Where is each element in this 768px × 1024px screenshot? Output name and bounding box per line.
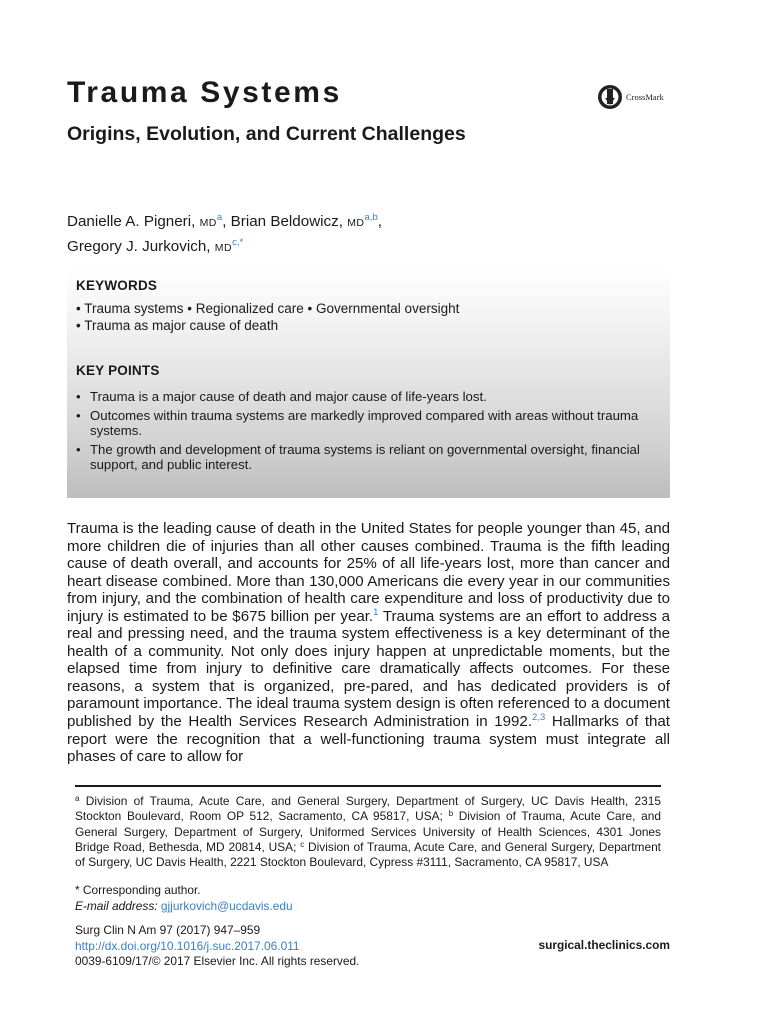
author-affiliation-mark[interactable]: c,* — [232, 237, 244, 248]
corresponding-author-note: * Corresponding author. — [75, 883, 201, 897]
article-subtitle: Origins, Evolution, and Current Challenges — [67, 123, 466, 145]
affiliations-footnote — [75, 794, 661, 870]
crossmark-icon — [597, 84, 623, 110]
affiliation-text: Division of Trauma, Acute Care, and General Surgery, Department of Surgery, UC Davis Health, 2221 Stockton Boulevard, Cypress #3111, Sacramento, CA 95817, USA — [75, 839, 661, 870]
affiliation-mark: a — [75, 794, 80, 803]
author-separator: , — [377, 213, 382, 230]
affiliation-text: Division of Trauma, Acute Care, and General Surgery, Department of Surgery, Uniformed Services University of Health Sciences, 4301 Jones Bridge Road, Bethesda, MD 20814, USA; — [75, 809, 661, 854]
key-point-item: • Trauma is a major cause of death and major cause of life-years lost. — [76, 389, 662, 405]
crossmark-badge[interactable] — [597, 84, 664, 110]
author-degree: MD — [347, 217, 365, 229]
journal-citation: Surg Clin N Am 97 (2017) 947–959 — [75, 923, 261, 937]
body-paragraph — [67, 520, 670, 766]
article-title: Trauma Systems — [67, 76, 342, 109]
copyright-notice: 0039-6109/17/© 2017 Elsevier Inc. All rights reserved. — [75, 954, 360, 968]
keywords-heading: KEYWORDS — [76, 278, 158, 293]
affiliation-mark: c — [300, 839, 305, 849]
crossmark-label: CrossMark — [626, 92, 664, 102]
journal-site-link[interactable]: surgical.theclinics.com — [538, 938, 670, 952]
affiliation-text: Division of Trauma, Acute Care, and General Surgery, Department of Surgery, UC Davis Health, 2315 Stockton Boulevard, Room OP 512, Sacramento, CA 95817, USA; — [75, 794, 661, 824]
author-degree: MD — [214, 242, 233, 254]
email-line — [75, 899, 293, 913]
body-text-segment: Trauma systems are an effort to address a real and pressing need, and the trauma system effectiveness is a key determinant of the health of a community. Not only does injury happen at unpredictable moments, but the elapsed time from injury to definitive care dramatically affects outcomes. For these reasons, a system that is organized, pre-pared, and has dedicated providers is of paramount importance. The ideal trauma system design is often referenced to a document published by the Health Services Research Administration in 1992. — [67, 607, 670, 731]
body-text-segment: Trauma is the leading cause of death in the United States for people younger than 45, and more children die of injuries than all other causes combined. Trauma is the fifth leading cause of death overall, and accounts for 25% of all life-years lost, more than cancer and heart disease combined. More than 130,000 Americans die every year in our communities from injury, and the combination of health care expenditure and loss of productivity due to injury is estimated to be $675 billion per year. — [67, 520, 670, 625]
key-points-heading: KEY POINTS — [76, 363, 160, 378]
affiliation-mark: b — [448, 809, 454, 819]
author-name: Danielle A. Pigneri, — [67, 213, 196, 230]
author-list — [67, 208, 382, 258]
author-affiliation-mark[interactable]: a — [216, 212, 223, 223]
keywords-line: • Trauma systems • Regionalized care • Governmental oversight — [76, 301, 460, 316]
email-label: E-mail address: — [75, 899, 158, 913]
key-point-item: • Outcomes within trauma systems are markedly improved compared with areas without trauma systems. — [76, 408, 662, 439]
doi-link[interactable]: http://dx.doi.org/10.1016/j.suc.2017.06.011 — [75, 938, 300, 953]
body-text-segment: Hallmarks of that report were the recognition that a well-functioning trauma system must integrate all phases of care to allow for — [67, 713, 670, 766]
keywords-keypoints-box — [67, 268, 670, 498]
author-degree: MD — [199, 217, 217, 229]
journal-info — [75, 923, 359, 970]
reference-link[interactable]: 2,3 — [532, 712, 546, 724]
author-separator: , — [222, 213, 227, 230]
footnote-divider — [75, 785, 661, 787]
author-affiliation-mark[interactable]: a,b — [364, 212, 378, 223]
key-point-item: • The growth and development of trauma systems is reliant on governmental oversight, financial support, and public interest. — [76, 442, 662, 473]
author-name: Brian Beldowicz, — [230, 213, 343, 230]
reference-link[interactable]: 1 — [373, 606, 379, 618]
key-points-list — [76, 389, 662, 476]
author-name: Gregory J. Jurkovich, — [67, 238, 211, 255]
keywords-line: • Trauma as major cause of death — [76, 318, 279, 333]
email-link[interactable]: gjjurkovich@ucdavis.edu — [160, 899, 293, 913]
